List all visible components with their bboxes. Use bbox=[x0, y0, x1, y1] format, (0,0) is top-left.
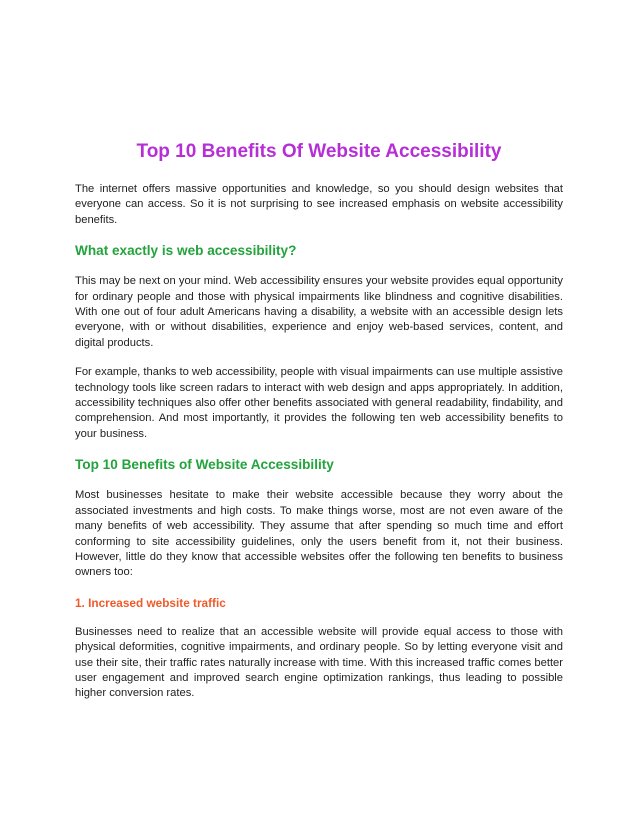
top-10-benefits-paragraph: Most businesses hesitate to make their website accessible because they worry about the associated investments and high costs. To make things worse, most are not even aware of the many benefits of web accessibility. They assume that after spending so much time and effort conforming to site accessibility guidelines, only the users benefit from it, not their business. However, little do they know that accessible websites offer the following ten benefits to business owners too: bbox=[75, 489, 563, 579]
benefit-heading-increased-traffic: 1. Increased website traffic bbox=[75, 595, 226, 610]
page-title: Top 10 Benefits Of Website Accessibility bbox=[136, 141, 502, 162]
intro-paragraph: The internet offers massive opportunities and knowledge, so you should design websites that everyone can access. So it is not surprising to see increased emphasis on website accessibility benefits. bbox=[75, 183, 563, 226]
section-heading-top-10-benefits: Top 10 Benefits of Website Accessibility bbox=[75, 457, 334, 473]
web-accessibility-paragraph-2: For example, thanks to web accessibility, people with visual impairments can use multiple assistive technology tools like screen radars to interact with web design and apps appropriately. In addition, accessibility techniques also offer other benefits associated with general readability, findability, and comprehension. And most importantly, it provides the following ten web accessibility benefits to your business. bbox=[75, 366, 563, 440]
section-heading-web-accessibility: What exactly is web accessibility? bbox=[75, 243, 297, 259]
document-page bbox=[75, 140, 563, 716]
increased-traffic-paragraph: Businesses need to realize that an accessible website will provide equal access to those with physical deformities, cognitive impairments, and ordinary people. So by letting everyone visit and use their site, their traffic rates naturally increase with time. With this increased traffic comes better user engagement and improved search engine optimization rankings, thus leading to possible higher conversion rates. bbox=[75, 625, 563, 700]
web-accessibility-paragraph-1: This may be next on your mind. Web accessibility ensures your website provides equal opportunity for ordinary people and those with physical impairments like blindness and cognitive disabilities. With one out of four adult Americans having a disability, a website with an accessible design lets everyone, with or without disabilities, experience and enjoy web-based services, content, and digital products. bbox=[75, 275, 563, 349]
